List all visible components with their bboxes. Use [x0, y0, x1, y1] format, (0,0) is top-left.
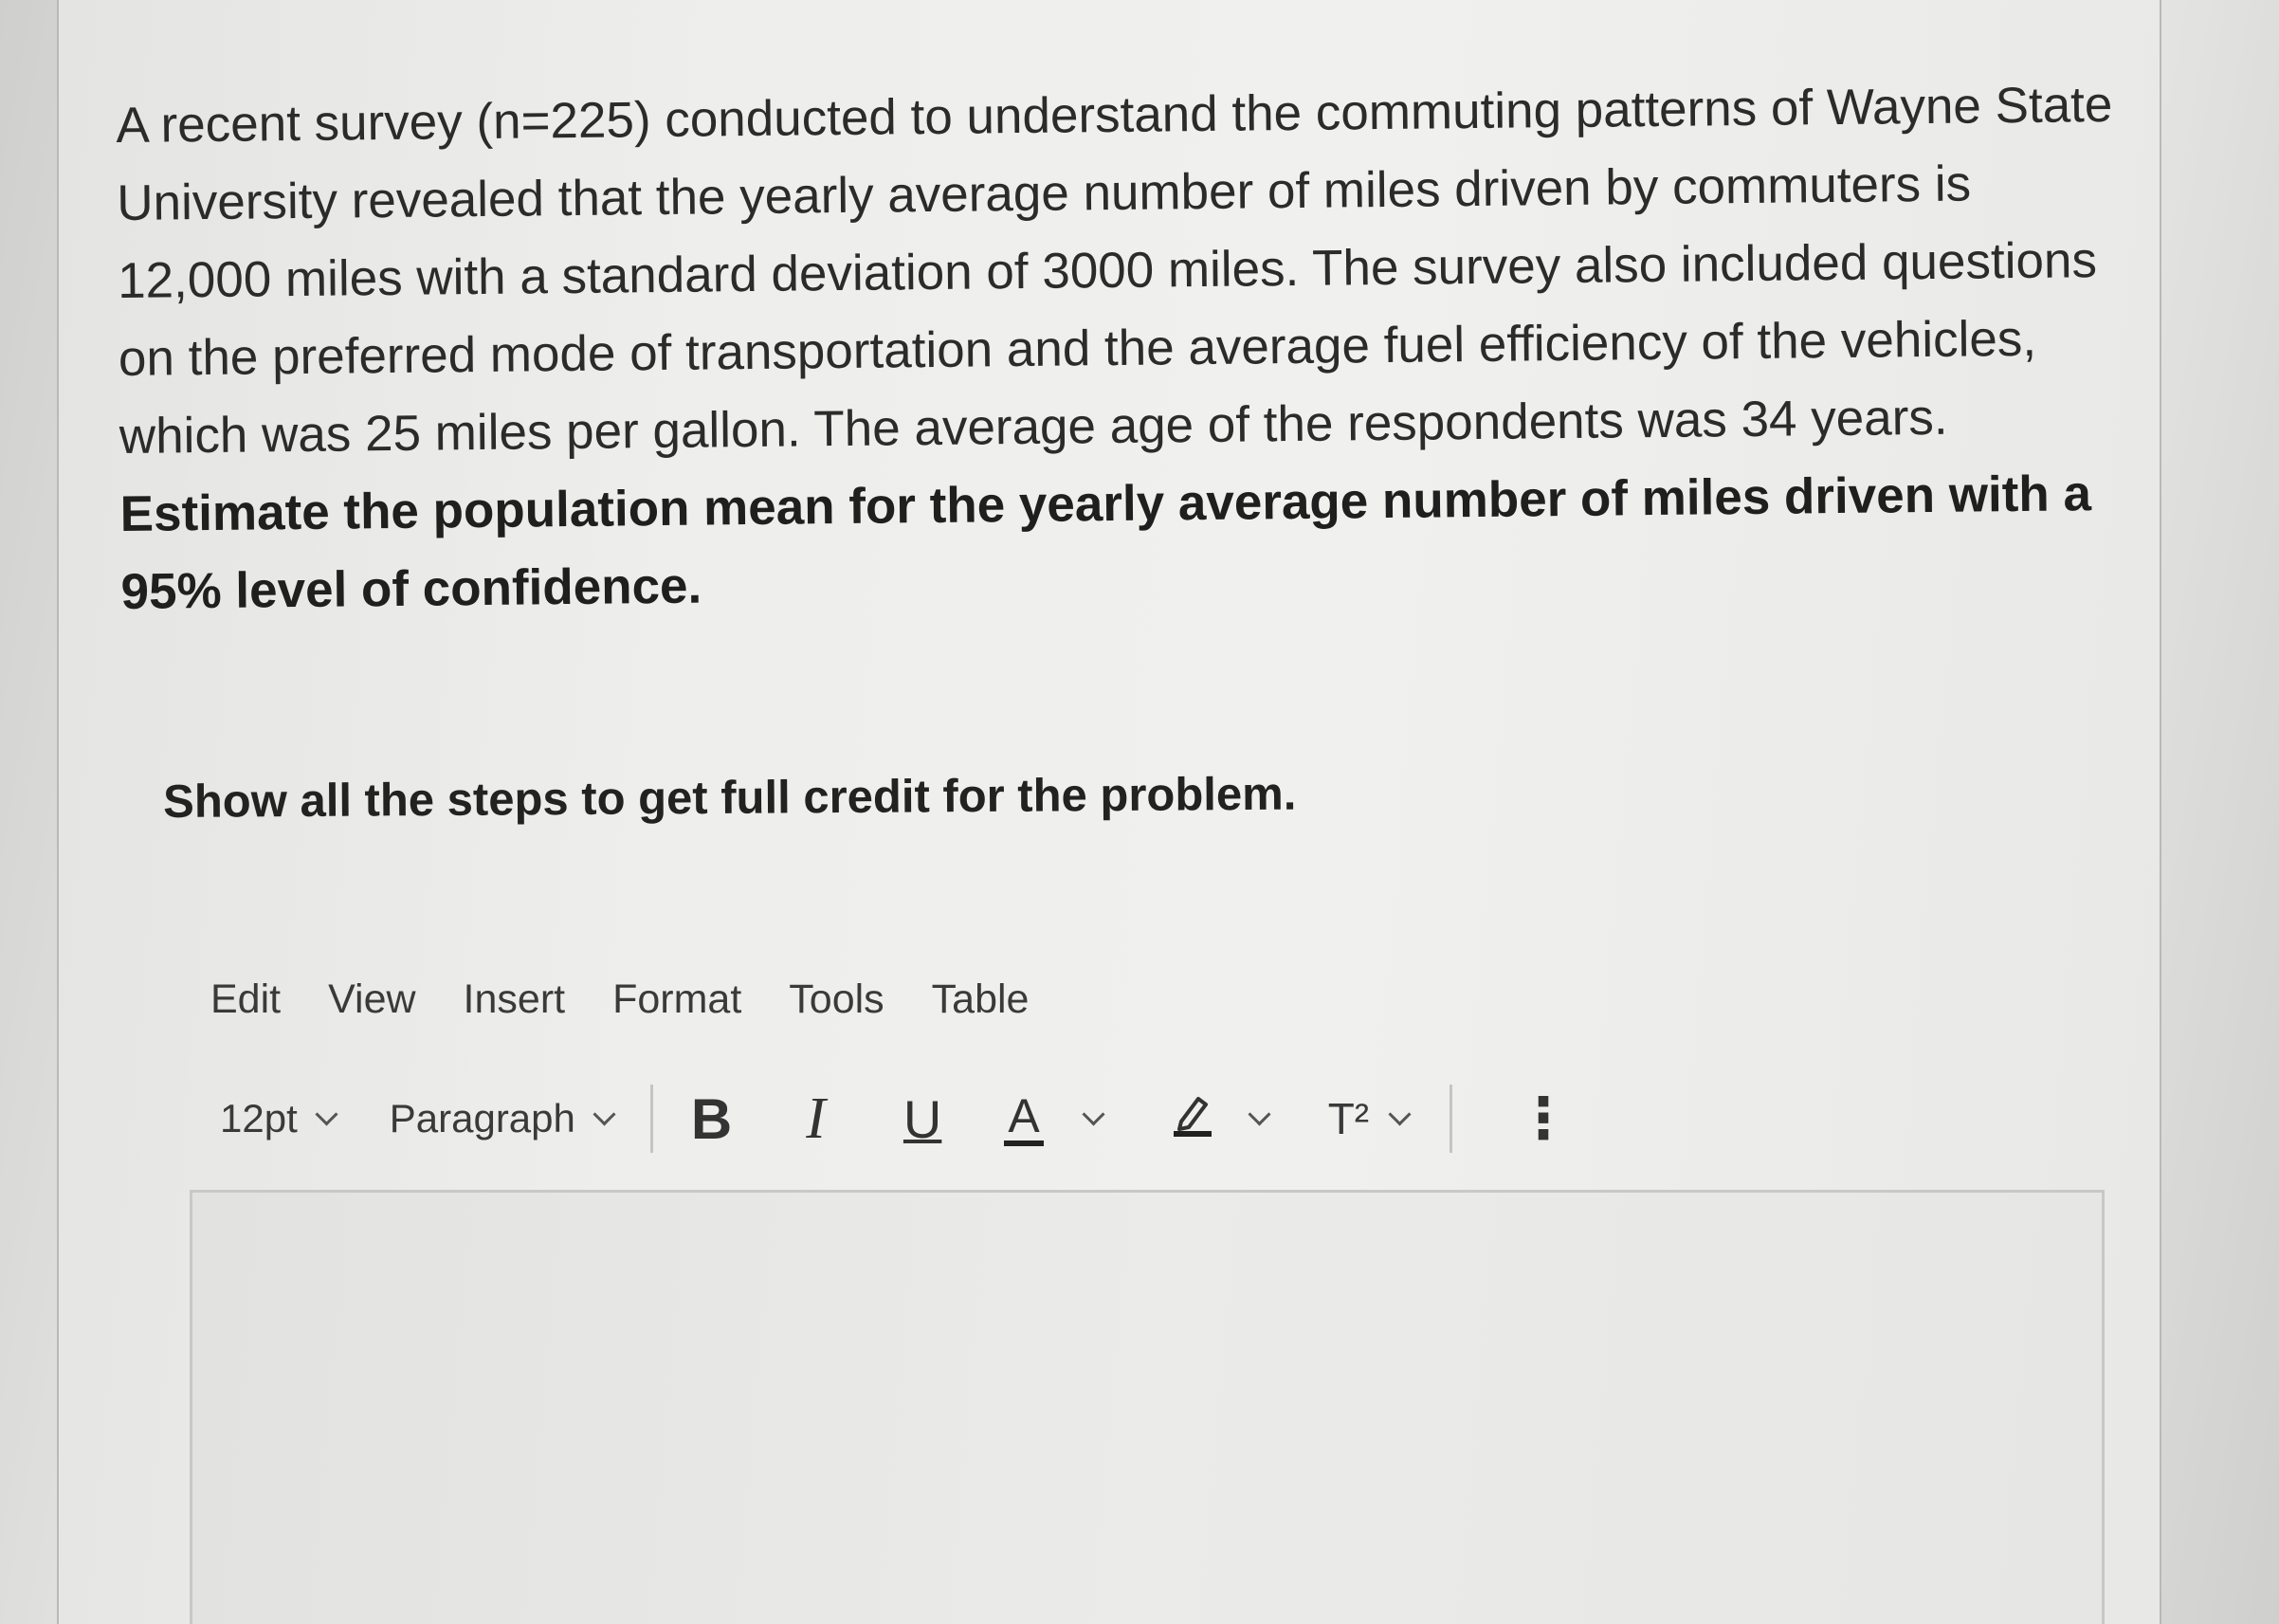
editor-menubar [210, 976, 1076, 1023]
editor-toolbar [220, 1081, 1737, 1157]
highlight-color-button[interactable] [1168, 1089, 1267, 1148]
menu-tools[interactable]: Tools [789, 976, 884, 1022]
toolbar-divider [650, 1085, 653, 1153]
question-body: A recent survey (n=225) conducted to understand the commuting patterns of Wayne State University revealed that the yearly average number of miles driven by commuters is 12,000 miles with a standard deviation of 3000 miles. The survey also included questions on the preferred mode of transportation and the average fuel efficiency of the vehicles, which was 25 miles per gallon. The average age of the respondents was 34 years. [116, 76, 2113, 465]
question-text [116, 66, 2131, 631]
question-task: Estimate the population mean for the yearly average number of miles driven with a 95% level of confidence. [119, 465, 2092, 620]
chevron-down-icon [1248, 1103, 1270, 1125]
font-size-dropdown[interactable] [220, 1096, 335, 1141]
italic-button[interactable]: I [806, 1086, 826, 1151]
menu-format[interactable]: Format [612, 976, 742, 1022]
chevron-down-icon [1389, 1103, 1412, 1125]
chevron-down-icon [593, 1103, 615, 1125]
toolbar-divider [1449, 1085, 1452, 1153]
text-color-icon: A [1004, 1091, 1043, 1146]
menu-view[interactable]: View [328, 976, 416, 1022]
bold-button[interactable]: B [690, 1086, 733, 1151]
font-size-value: 12pt [220, 1096, 298, 1140]
chevron-down-icon [315, 1103, 337, 1125]
superscript-icon: T² [1327, 1094, 1370, 1143]
block-format-value: Paragraph [389, 1096, 575, 1140]
menu-table[interactable]: Table [931, 976, 1030, 1022]
chevron-down-icon [1082, 1103, 1104, 1125]
block-format-dropdown[interactable] [390, 1096, 612, 1141]
underline-button[interactable]: U [902, 1088, 942, 1149]
rich-text-editor-area[interactable] [190, 1190, 2105, 1624]
instruction-text: Show all the steps to get full credit for the problem. [163, 768, 1297, 828]
highlighter-icon [1168, 1089, 1217, 1148]
text-color-button[interactable] [1004, 1091, 1101, 1146]
question-card [57, 0, 2161, 1624]
superscript-button[interactable] [1328, 1093, 1408, 1144]
menu-edit[interactable]: Edit [210, 976, 282, 1022]
menu-insert[interactable]: Insert [463, 976, 566, 1022]
more-options-button[interactable]: ⋮ [1515, 1086, 1573, 1150]
